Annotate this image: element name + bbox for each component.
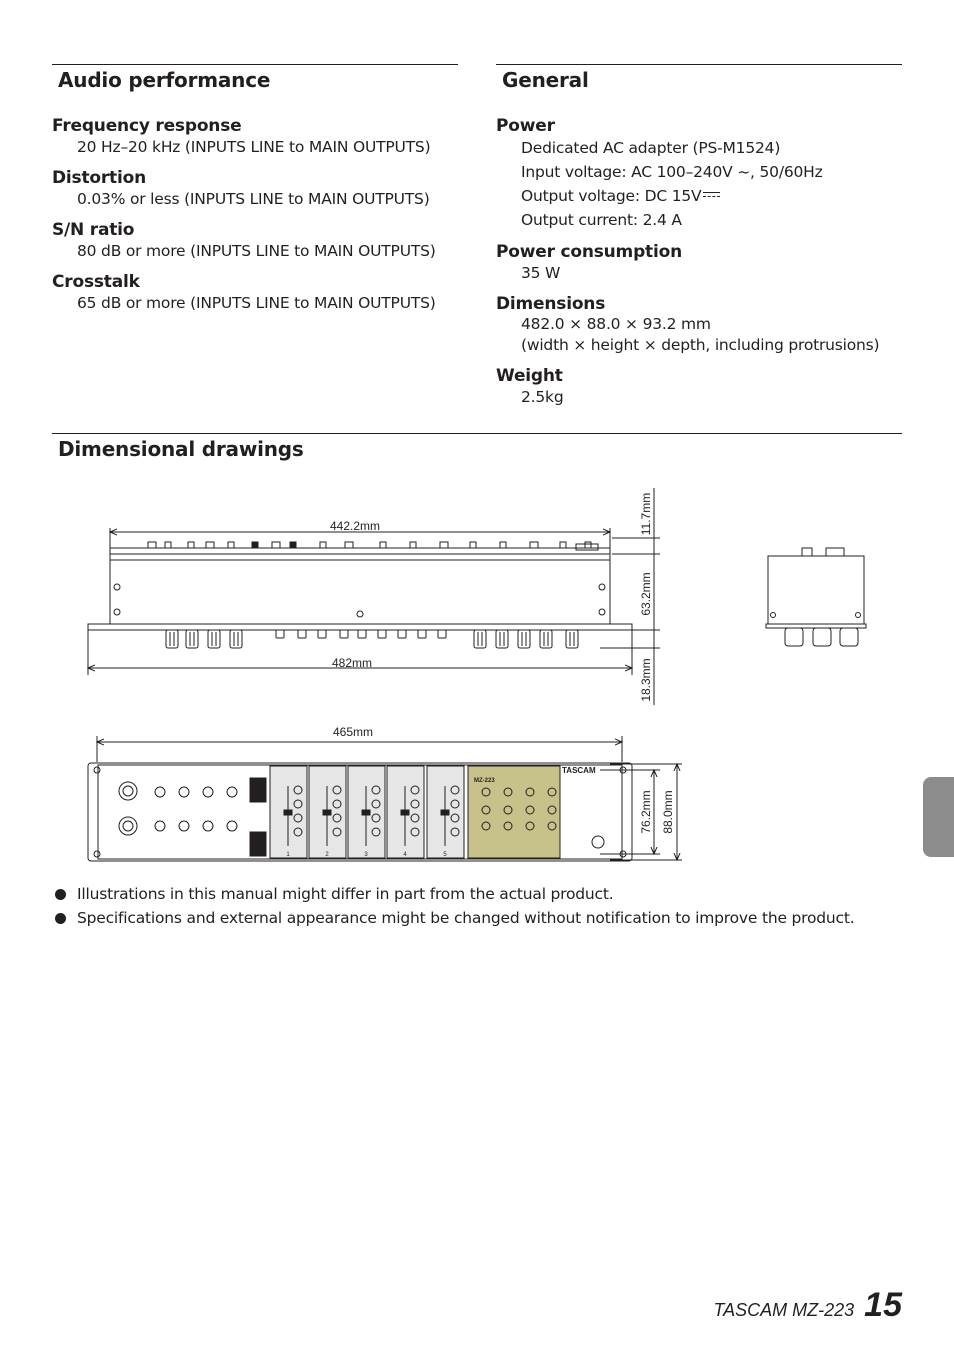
- knob: [186, 630, 198, 648]
- note-text: Illustrations in this manual might differ in part from the actual product.: [77, 885, 614, 903]
- channel-number: 1: [286, 852, 290, 858]
- section-title: Dimensional drawings: [58, 437, 304, 461]
- screw-icon: [114, 609, 120, 615]
- section-title: Audio performance: [58, 68, 271, 92]
- dimensional-drawings-section: [52, 433, 902, 461]
- spec-crosstalk: [52, 272, 458, 314]
- spec-label: Power consumption: [496, 242, 682, 262]
- front-view-drawing: [88, 736, 682, 861]
- fader-cap: [441, 810, 449, 815]
- bullet-icon: [55, 913, 66, 924]
- button: [358, 630, 366, 638]
- button: [418, 630, 426, 638]
- section-title: General: [502, 68, 589, 92]
- dc-symbol-icon: [703, 192, 720, 198]
- rear-jack: [560, 542, 566, 548]
- spec-sn-ratio: [52, 220, 458, 262]
- rear-jack: [188, 542, 194, 548]
- button: [378, 630, 386, 638]
- side-view-body: [768, 556, 864, 624]
- rear-jack: [500, 542, 506, 548]
- section-rule: [496, 64, 902, 65]
- spec-distortion: [52, 168, 458, 210]
- spec-weight: [496, 366, 902, 408]
- spec-label: Weight: [496, 366, 563, 386]
- front-knobs: [166, 630, 578, 648]
- spec-list: [496, 116, 902, 408]
- note-item: [55, 909, 854, 927]
- top-view-body: [110, 548, 610, 624]
- knob: [540, 630, 552, 648]
- spec-dimensions: [496, 294, 902, 356]
- spec-label: Dimensions: [496, 294, 606, 314]
- spec-value: 482.0 × 88.0 × 93.2 mm: [521, 315, 711, 333]
- channel-number: 3: [364, 852, 368, 858]
- chapter-tab: [923, 777, 954, 857]
- xlr-jack-icon: [119, 782, 137, 800]
- spec-value-row: [496, 184, 902, 208]
- note-item: [55, 885, 613, 903]
- section-rule: [52, 433, 902, 434]
- knob: [566, 630, 578, 648]
- fader-cap: [362, 810, 370, 815]
- button: [276, 630, 284, 638]
- dimension-label: 465mm: [332, 725, 374, 739]
- screw-icon: [599, 584, 605, 590]
- rear-jack: [530, 542, 538, 548]
- channel-number: 2: [325, 852, 329, 858]
- channel-number: 4: [403, 852, 407, 858]
- general-section: [496, 64, 902, 408]
- rear-jack: [252, 542, 258, 548]
- page-number: 15: [864, 1286, 902, 1324]
- button: [340, 630, 348, 638]
- spec-value: 2.5kg: [521, 388, 564, 406]
- input-knob: [227, 821, 237, 831]
- input-knob: [155, 787, 165, 797]
- spec-power-consumption: [496, 242, 902, 284]
- panel-brand: TASCAM: [562, 766, 596, 775]
- input-knob: [179, 821, 189, 831]
- dimension-label: 18.3mm: [639, 658, 653, 702]
- panel-model: MZ-223: [474, 778, 495, 784]
- rear-jack: [320, 542, 326, 548]
- rear-jack: [380, 542, 386, 548]
- screw-icon: [114, 584, 120, 590]
- audio-performance-section: [52, 64, 458, 314]
- spec-value: 65 dB or more (INPUTS LINE to MAIN OUTPUTS): [77, 294, 436, 312]
- spec-value: Output voltage: DC 15V: [521, 187, 702, 205]
- section-rule: [52, 64, 458, 65]
- screw-icon: [357, 611, 363, 617]
- rear-connector: [576, 544, 598, 550]
- fader-cap: [401, 810, 409, 815]
- spec-value: Input voltage: AC 100–240V ~, 50/60Hz: [521, 163, 823, 181]
- xlr-jack-icon: [119, 817, 137, 835]
- spec-power: [496, 116, 902, 232]
- side-view-drawing: [766, 548, 866, 646]
- fader-cap: [284, 810, 292, 815]
- dimension-label: 482mm: [331, 656, 373, 670]
- bullet-icon: [55, 889, 66, 900]
- footer-brand: TASCAM MZ-223: [713, 1300, 855, 1320]
- spec-label: Frequency response: [52, 116, 242, 136]
- spec-value: 80 dB or more (INPUTS LINE to MAIN OUTPUTS): [77, 242, 436, 260]
- rack-ear: [88, 624, 632, 630]
- page-footer: [713, 1286, 902, 1325]
- button: [298, 630, 306, 638]
- dimension-label: 88.0mm: [661, 790, 675, 834]
- knob: [230, 630, 242, 648]
- knob: [166, 630, 178, 648]
- spec-value: 35 W: [521, 264, 561, 282]
- spec-value: (width × height × depth, including protrusions): [521, 336, 880, 354]
- spec-label: Distortion: [52, 168, 146, 188]
- dimension-label: 63.2mm: [639, 572, 653, 616]
- rear-jacks: [148, 542, 598, 550]
- knob: [208, 630, 220, 648]
- input-knob: [203, 821, 213, 831]
- input-block: [250, 832, 266, 856]
- input-knob: [227, 787, 237, 797]
- dimension-label: 442.2mm: [329, 519, 381, 533]
- rear-jack: [470, 542, 476, 548]
- spec-label: Crosstalk: [52, 272, 140, 292]
- input-knob: [155, 821, 165, 831]
- knob: [518, 630, 530, 648]
- input-block: [250, 778, 266, 802]
- spec-value: Output current: 2.4 A: [521, 211, 682, 229]
- knob: [474, 630, 486, 648]
- spec-label: S/N ratio: [52, 220, 135, 240]
- spec-label: Power: [496, 116, 555, 136]
- spec-value: 20 Hz–20 kHz (INPUTS LINE to MAIN OUTPUTS): [77, 138, 431, 156]
- button: [438, 630, 446, 638]
- spec-value: Dedicated AC adapter (PS-M1524): [521, 139, 781, 157]
- channel-number: 5: [443, 852, 447, 858]
- rear-jack: [410, 542, 416, 548]
- spec-value: 0.03% or less (INPUTS LINE to MAIN OUTPUTS): [77, 190, 430, 208]
- note-text: Specifications and external appearance might be changed without notification to improve the product.: [77, 909, 855, 927]
- rear-jack: [272, 542, 280, 548]
- button: [398, 630, 406, 638]
- input-knob: [179, 787, 189, 797]
- dimension-label: 76.2mm: [639, 790, 653, 834]
- rear-jack: [228, 542, 234, 548]
- button: [318, 630, 326, 638]
- dimension-label: 11.7mm: [639, 492, 653, 536]
- knob: [496, 630, 508, 648]
- rear-jack: [206, 542, 214, 548]
- rear-jack: [290, 542, 296, 548]
- fader-cap: [323, 810, 331, 815]
- rear-jack: [345, 542, 353, 548]
- dimensional-drawing: [0, 470, 954, 870]
- spec-list: [52, 116, 458, 314]
- input-knob: [203, 787, 213, 797]
- rear-jack: [165, 542, 171, 548]
- screw-icon: [599, 609, 605, 615]
- rear-jack: [585, 542, 591, 548]
- rear-jack: [148, 542, 156, 548]
- headphone-jack-icon: [592, 836, 604, 848]
- spec-frequency-response: [52, 116, 458, 158]
- rear-jack: [440, 542, 448, 548]
